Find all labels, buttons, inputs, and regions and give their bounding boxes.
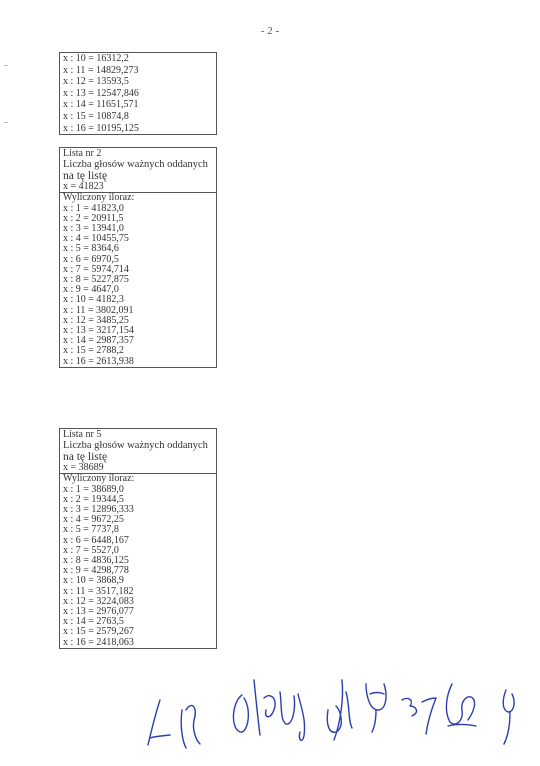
list-5-header (60, 429, 216, 474)
votes-label-continued: na tę listę (63, 170, 108, 183)
quotient-row: x : 11 = 14829,273 (63, 64, 139, 76)
list-2-header (60, 148, 216, 193)
signature-1 (148, 700, 170, 745)
quotient-row: x : 15 = 2788,2 (63, 345, 124, 357)
quotient-row: x : 8 = 5227,875 (63, 274, 129, 286)
quotient-row: x : 13 = 12547,846 (63, 87, 139, 99)
scan-mark (4, 65, 8, 66)
quotient-row: x : 11 = 3802,091 (63, 304, 134, 316)
quotient-row: x : 5 = 8364,6 (63, 243, 119, 255)
quotient-row: x : 15 = 2579,267 (63, 626, 134, 638)
signature-6 (402, 698, 436, 734)
votes-value: x = 41823 (63, 181, 104, 193)
quotient-row: x : 7 = 5527,0 (63, 544, 119, 556)
quotient-row: x : 16 = 2613,938 (63, 355, 134, 367)
list-2-table (59, 147, 217, 368)
votes-label: Liczba głosów ważnych oddanych (63, 159, 208, 171)
quotient-row: x : 13 = 2976,077 (63, 606, 134, 618)
signature-4 (327, 680, 352, 740)
signature-3 (233, 680, 304, 740)
quotient-row: x : 12 = 3485,25 (63, 314, 129, 326)
quotient-heading: Wyliczony iloraz: (63, 192, 135, 204)
quotient-row: x : 3 = 13941,0 (63, 223, 124, 235)
quotient-row: x : 6 = 6448,167 (63, 534, 129, 546)
quotient-row: x : 14 = 11651,571 (63, 99, 139, 111)
signature-7 (446, 684, 476, 726)
quotient-row: x : 6 = 6970,5 (63, 253, 119, 265)
quotient-row: x : 12 = 13593,5 (63, 76, 129, 88)
quotient-row: x : 10 = 3868,9 (63, 575, 124, 587)
quotient-row: x : 3 = 12896,333 (63, 504, 134, 516)
quotient-row: x : 12 = 3224,083 (63, 595, 134, 607)
handwritten-signatures (130, 640, 530, 750)
quotient-row: x : 13 = 3217,154 (63, 325, 134, 337)
list-title: Lista nr 2 (63, 148, 102, 159)
signature-5 (366, 684, 386, 732)
quotient-row: x : 5 = 7737,8 (63, 524, 119, 536)
quotient-row: x : 2 = 19344,5 (63, 493, 124, 505)
votes-label: Liczba głosów ważnych oddanych (63, 440, 208, 452)
votes-label-continued: na tę listę (63, 451, 108, 464)
quotient-row: x : 8 = 4836,125 (63, 555, 129, 567)
quotient-row: x : 7 = 5974,714 (63, 263, 129, 275)
signature-2 (181, 705, 200, 748)
list-title: Lista nr 5 (63, 429, 102, 440)
quotient-row: x : 1 = 41823,0 (63, 202, 124, 214)
quotient-row: x : 14 = 2987,357 (63, 335, 134, 347)
quotient-row: x : 10 = 16312,2 (63, 53, 129, 64)
quotient-row: x : 11 = 3517,182 (63, 585, 134, 597)
page-number: - 2 - (260, 25, 280, 37)
quotient-row: x : 4 = 10455,75 (63, 233, 129, 245)
quotient-row: x : 9 = 4647,0 (63, 284, 119, 296)
quotient-row: x : 9 = 4298,778 (63, 565, 129, 577)
quotient-row: x : 16 = 2418,063 (63, 636, 134, 648)
scan-mark (4, 122, 8, 123)
quotient-row: x : 14 = 2763,5 (63, 616, 124, 628)
quotient-heading: Wyliczony iloraz: (63, 473, 135, 485)
quotient-row: x : 10 = 4182,3 (63, 294, 124, 306)
quotient-row: x : 15 = 10874,8 (63, 110, 129, 122)
quotient-table-continued (59, 52, 217, 135)
votes-value: x = 38689 (63, 462, 104, 474)
quotient-row: x : 16 = 10195,125 (63, 122, 139, 134)
quotient-row: x : 1 = 38689,0 (63, 483, 124, 495)
signature-8 (503, 690, 514, 744)
list-5-table (59, 428, 217, 649)
quotient-row: x : 2 = 20911,5 (63, 212, 124, 224)
quotient-row: x : 4 = 9672,25 (63, 514, 124, 526)
